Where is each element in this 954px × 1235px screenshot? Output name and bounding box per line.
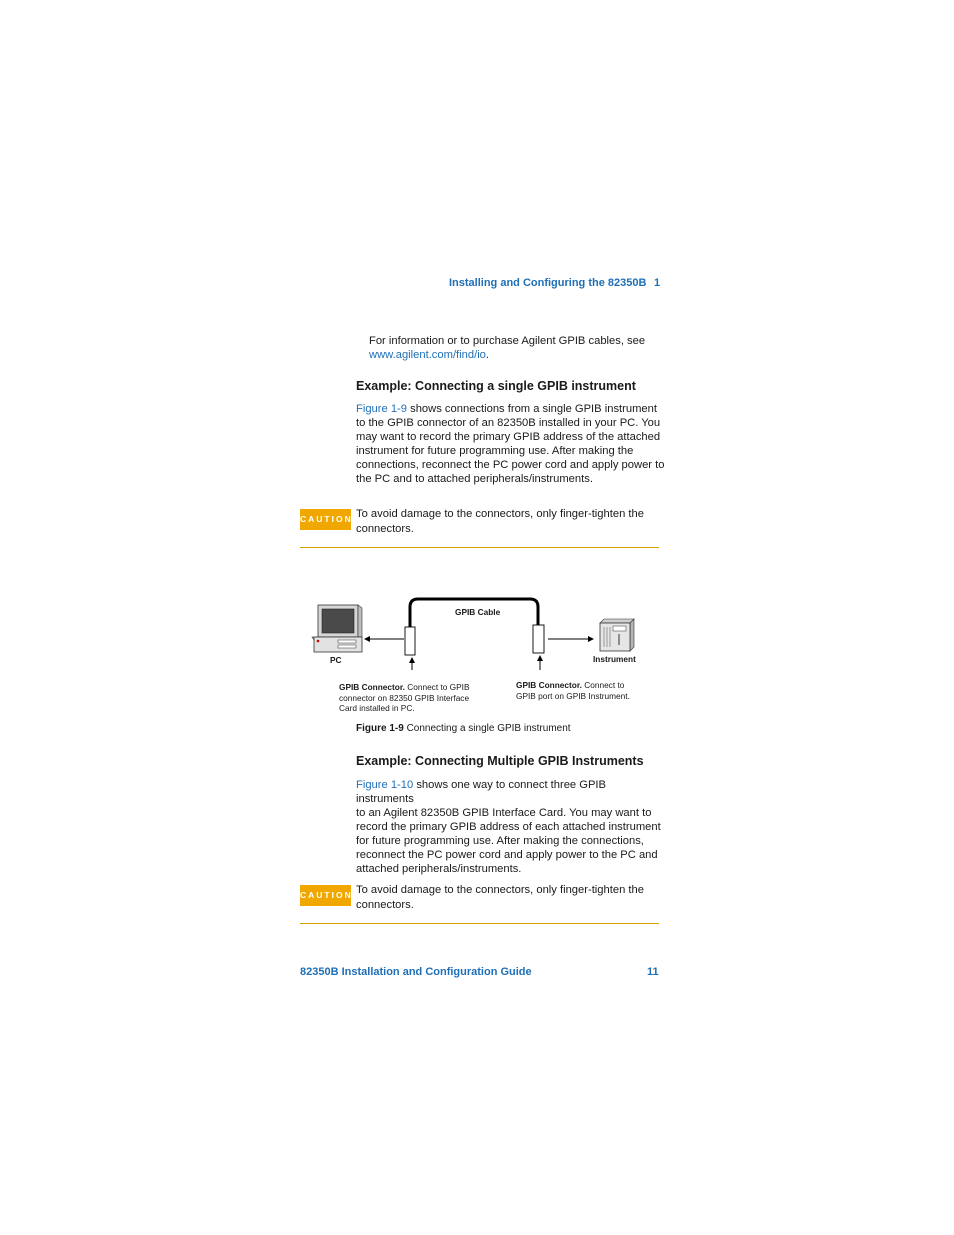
- section2-line: reconnect the PC power cord and apply power to the PC and: [356, 849, 658, 861]
- figure-caption-text: Connecting a single GPIB instrument: [406, 723, 571, 734]
- left-connector-note: [339, 682, 489, 714]
- pc-computer-icon: [312, 605, 362, 652]
- header-section-title: Installing and Configuring the 82350B: [449, 277, 647, 289]
- section2-line: shows one way to connect three GPIB instruments: [356, 779, 606, 805]
- right-note-title: GPIB Connector.: [516, 680, 582, 690]
- header-chapter-number: 1: [654, 277, 661, 289]
- section2-line: to an Agilent 82350B GPIB Interface Card. You may want to: [356, 807, 652, 819]
- left-gpib-connector: [405, 627, 415, 655]
- section2-line: record the primary GPIB address of each attached instrument: [356, 821, 661, 833]
- caution-badge: CAUTION: [300, 509, 351, 530]
- caution2-text: [356, 883, 666, 913]
- left-note-line: Card installed in PC.: [339, 703, 415, 713]
- left-note-line: connector on 82350 GPIB Interface: [339, 692, 470, 703]
- gpib-cable-label: GPIB Cable: [455, 607, 501, 617]
- section1-line: may want to record the primary GPIB address of the attached: [356, 431, 661, 443]
- intro-text: For information or to purchase Agilent GPIB cables, see: [369, 335, 646, 347]
- section1-paragraph: [356, 402, 666, 486]
- caution2-line: connectors.: [356, 899, 414, 911]
- pc-label: PC: [330, 655, 342, 665]
- section1-heading: Example: Connecting a single GPIB instrument: [356, 379, 636, 393]
- agilent-io-link[interactable]: www.agilent.com/find/io: [369, 349, 486, 361]
- right-connector-note: [516, 680, 666, 701]
- caution1-line: To avoid damage to the connectors, only finger-tighten the: [356, 508, 644, 520]
- caution2-line: To avoid damage to the connectors, only finger-tighten the: [356, 884, 644, 896]
- section2-paragraph: [356, 778, 666, 876]
- caution1-line: connectors.: [356, 523, 414, 535]
- section1-line: instrument for future programming use. After making the: [356, 445, 634, 457]
- figure-1-9-link[interactable]: Figure 1-9: [356, 403, 407, 415]
- section2-heading: Example: Connecting Multiple GPIB Instruments: [356, 754, 644, 768]
- left-note-title: GPIB Connector.: [339, 682, 405, 692]
- intro-paragraph: [369, 334, 669, 362]
- figure-caption: [356, 723, 571, 734]
- caution2-rule: [300, 923, 659, 924]
- footer-page-number: 11: [647, 966, 659, 978]
- section1-line: connections, reconnect the PC power cord and apply power to: [356, 459, 665, 471]
- section2-line: for future programming use. After making the connections,: [356, 835, 644, 847]
- figure-1-10-link[interactable]: Figure 1-10: [356, 779, 414, 791]
- intro-period: .: [485, 349, 490, 361]
- right-note-line: Connect to: [584, 680, 625, 690]
- caution1-text: [356, 507, 666, 537]
- left-note-line: Connect to GPIB: [407, 682, 470, 692]
- caution1-rule: [300, 547, 659, 548]
- right-gpib-connector: [533, 625, 544, 653]
- section1-line: shows connections from a single GPIB instrument: [410, 403, 657, 415]
- figure-caption-number: Figure 1-9: [356, 723, 404, 734]
- section1-line: the PC and to attached peripherals/instruments.: [356, 473, 593, 485]
- instrument-label: Instrument: [593, 654, 636, 664]
- running-header: [449, 277, 661, 289]
- caution-badge: CAUTION: [300, 885, 351, 906]
- footer-guide-title: 82350B Installation and Configuration Guide: [300, 966, 532, 978]
- instrument-icon: [600, 619, 634, 651]
- section1-line: to the GPIB connector of an 82350B installed in your PC. You: [356, 417, 661, 429]
- section2-line: attached peripherals/instruments.: [356, 863, 522, 875]
- right-note-line: GPIB port on GPIB Instrument.: [516, 690, 630, 701]
